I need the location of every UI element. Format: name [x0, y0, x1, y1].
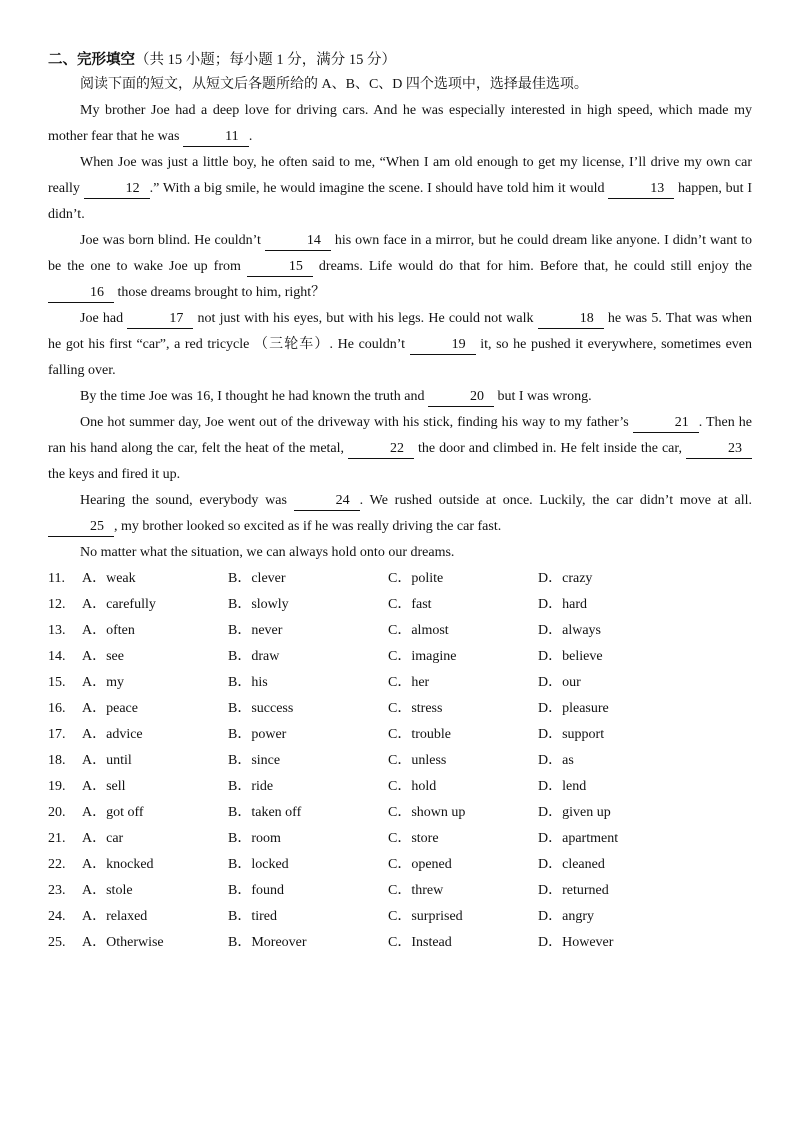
- question-row: [48, 930, 752, 956]
- passage-text: but I was wrong.: [494, 389, 592, 404]
- question-options-list: [48, 566, 752, 956]
- option-d: D．lend: [538, 779, 587, 794]
- passage-text: the keys and fired it up.: [48, 467, 181, 482]
- option-c: C．stress: [388, 701, 443, 716]
- question-row: [48, 852, 752, 878]
- option-b: B．draw: [228, 649, 280, 664]
- question-row: [48, 670, 752, 696]
- answer-blank: 17: [127, 310, 193, 329]
- question-number: 15.: [48, 675, 66, 690]
- option-a: A．sell: [82, 779, 126, 794]
- question-number: 13.: [48, 623, 66, 638]
- option-c: C．polite: [388, 571, 444, 586]
- option-c: C．hold: [388, 779, 437, 794]
- passage-text: dreams. Life would do that for him. Before that, he could still enjoy the: [312, 259, 752, 274]
- option-d: D．given up: [538, 805, 611, 820]
- option-c: C．surprised: [388, 909, 463, 924]
- question-number: 11.: [48, 571, 65, 586]
- question-row: [48, 644, 752, 670]
- section-score-note: （共 15 小题；每小题 1 分，满分 15 分）: [135, 52, 396, 68]
- option-b: B．tired: [228, 909, 277, 924]
- question-row: [48, 566, 752, 592]
- answer-blank: 14: [265, 232, 331, 251]
- option-c: C．imagine: [388, 649, 457, 664]
- passage-text: .: [248, 129, 253, 144]
- option-d: D．our: [538, 675, 581, 690]
- option-c: C．shown up: [388, 805, 466, 820]
- option-b: B．his: [228, 675, 268, 690]
- option-b: B．power: [228, 727, 287, 742]
- answer-blank: 13: [608, 180, 674, 199]
- answer-blank: 22: [348, 440, 414, 459]
- option-d: D．support: [538, 727, 605, 742]
- option-b: B．success: [228, 701, 294, 716]
- option-a: A．until: [82, 753, 132, 768]
- question-number: 24.: [48, 909, 66, 924]
- question-row: [48, 878, 752, 904]
- section-title: 二、完形填空: [48, 52, 135, 68]
- passage-paragraph: [48, 488, 752, 540]
- option-c: C．fast: [388, 597, 432, 612]
- option-c: C．threw: [388, 883, 444, 898]
- option-a: A．my: [82, 675, 124, 690]
- option-c: C．unless: [388, 753, 447, 768]
- option-b: B．clever: [228, 571, 286, 586]
- option-d: D．pleasure: [538, 701, 609, 716]
- question-number: 23.: [48, 883, 66, 898]
- option-d: D．always: [538, 623, 601, 638]
- passage-text: My brother Joe had a deep love for driving cars. And he was especially interested in high speed, which made my mother fear that he was: [48, 103, 752, 144]
- cloze-passage: [48, 98, 752, 566]
- passage-paragraph: [48, 384, 752, 410]
- passage-text: By the time Joe was 16, I thought he had known the truth and: [80, 389, 428, 404]
- passage-text: Hearing the sound, everybody was: [80, 493, 294, 508]
- answer-blank: 25: [48, 518, 114, 537]
- passage-text: Joe was born blind. He couldn’t: [80, 233, 265, 248]
- exam-page: [48, 48, 752, 956]
- option-d: D．as: [538, 753, 574, 768]
- option-d: D．However: [538, 935, 614, 950]
- option-a: A．often: [82, 623, 135, 638]
- option-c: C．her: [388, 675, 430, 690]
- answer-blank: 15: [247, 258, 313, 277]
- option-d: D．believe: [538, 649, 603, 664]
- instruction-line: 阅读下面的短文，从短文后各题所给的 A、B、C、D 四个选项中，选择最佳选项。: [80, 77, 588, 92]
- option-d: D．hard: [538, 597, 587, 612]
- option-a: A．advice: [82, 727, 143, 742]
- question-row: [48, 592, 752, 618]
- passage-text: happen, but I didn’t.: [48, 181, 752, 222]
- option-a: A．stole: [82, 883, 133, 898]
- passage-paragraph: [48, 410, 752, 488]
- option-c: C．almost: [388, 623, 449, 638]
- passage-text: those dreams brought to him, right？: [114, 285, 326, 300]
- option-b: B．found: [228, 883, 284, 898]
- option-c: C．opened: [388, 857, 452, 872]
- passage-text: he was 5. That was when he got his first “car”, a red tricycle （三轮车）. He couldn’t: [48, 311, 752, 352]
- option-d: D．returned: [538, 883, 609, 898]
- answer-blank: 23: [686, 440, 752, 459]
- question-number: 20.: [48, 805, 66, 820]
- question-number: 14.: [48, 649, 66, 664]
- question-row: [48, 800, 752, 826]
- passage-paragraph: [48, 150, 752, 228]
- option-c: C．Instead: [388, 935, 452, 950]
- answer-blank: 19: [410, 336, 476, 355]
- question-row: [48, 774, 752, 800]
- option-a: A．car: [82, 831, 124, 846]
- answer-blank: 12: [84, 180, 150, 199]
- question-row: [48, 826, 752, 852]
- question-number: 21.: [48, 831, 66, 846]
- section-heading: [48, 48, 752, 72]
- answer-blank: 20: [428, 388, 494, 407]
- passage-text: Joe had: [80, 311, 128, 326]
- passage-text: it, so he pushed it everywhere, sometimes even falling over.: [48, 337, 752, 378]
- option-b: B．never: [228, 623, 283, 638]
- option-a: A．relaxed: [82, 909, 148, 924]
- option-a: A．see: [82, 649, 124, 664]
- option-d: D．angry: [538, 909, 594, 924]
- question-number: 25.: [48, 935, 66, 950]
- option-a: A．carefully: [82, 597, 156, 612]
- option-b: B．ride: [228, 779, 274, 794]
- passage-text: his own face in a mirror, but he could dream like anyone. I didn’t want to be the one to wake Joe up from: [48, 233, 752, 274]
- option-a: A．got off: [82, 805, 144, 820]
- passage-text: When Joe was just a little boy, he often said to me, “When I am old enough to get my license, I’ll drive my own car really: [48, 155, 752, 196]
- passage-text: One hot summer day, Joe went out of the driveway with his stick, finding his way to my father’s: [80, 415, 633, 430]
- option-a: A．Otherwise: [82, 935, 164, 950]
- passage-paragraph: [48, 306, 752, 384]
- option-b: B．since: [228, 753, 281, 768]
- question-number: 16.: [48, 701, 66, 716]
- passage-paragraph: [48, 228, 752, 306]
- option-b: B．Moreover: [228, 935, 307, 950]
- option-a: A．peace: [82, 701, 138, 716]
- option-a: A．weak: [82, 571, 136, 586]
- option-d: D．cleaned: [538, 857, 605, 872]
- option-d: D．crazy: [538, 571, 593, 586]
- option-b: B．slowly: [228, 597, 289, 612]
- question-number: 18.: [48, 753, 66, 768]
- passage-paragraph: [48, 98, 752, 150]
- question-row: [48, 696, 752, 722]
- answer-blank: 18: [538, 310, 604, 329]
- passage-text: . We rushed outside at once. Luckily, the car didn’t move at all.: [359, 493, 752, 508]
- option-c: C．store: [388, 831, 439, 846]
- option-b: B．taken off: [228, 805, 302, 820]
- option-a: A．knocked: [82, 857, 154, 872]
- option-b: B．locked: [228, 857, 289, 872]
- passage-text: .” With a big smile, he would imagine the scene. I should have told him it would: [149, 181, 609, 196]
- question-row: [48, 722, 752, 748]
- passage-paragraph: [48, 540, 752, 566]
- answer-blank: 24: [294, 492, 360, 511]
- question-number: 22.: [48, 857, 66, 872]
- answer-blank: 11: [183, 128, 249, 147]
- passage-text: not just with his eyes, but with his legs. He could not walk: [193, 311, 538, 326]
- option-d: D．apartment: [538, 831, 619, 846]
- question-number: 17.: [48, 727, 66, 742]
- question-row: [48, 748, 752, 774]
- option-b: B．room: [228, 831, 281, 846]
- question-number: 19.: [48, 779, 66, 794]
- passage-text: , my brother looked so excited as if he was really driving the car fast.: [114, 519, 502, 534]
- option-c: C．trouble: [388, 727, 451, 742]
- passage-text: . Then he ran his hand along the car, felt the heat of the metal,: [48, 415, 752, 456]
- question-row: [48, 618, 752, 644]
- answer-blank: 16: [48, 284, 114, 303]
- question-number: 12.: [48, 597, 66, 612]
- question-row: [48, 904, 752, 930]
- answer-blank: 21: [633, 414, 699, 433]
- passage-text: the door and climbed in. He felt inside the car,: [414, 441, 686, 456]
- passage-text: No matter what the situation, we can always hold onto our dreams.: [80, 545, 455, 560]
